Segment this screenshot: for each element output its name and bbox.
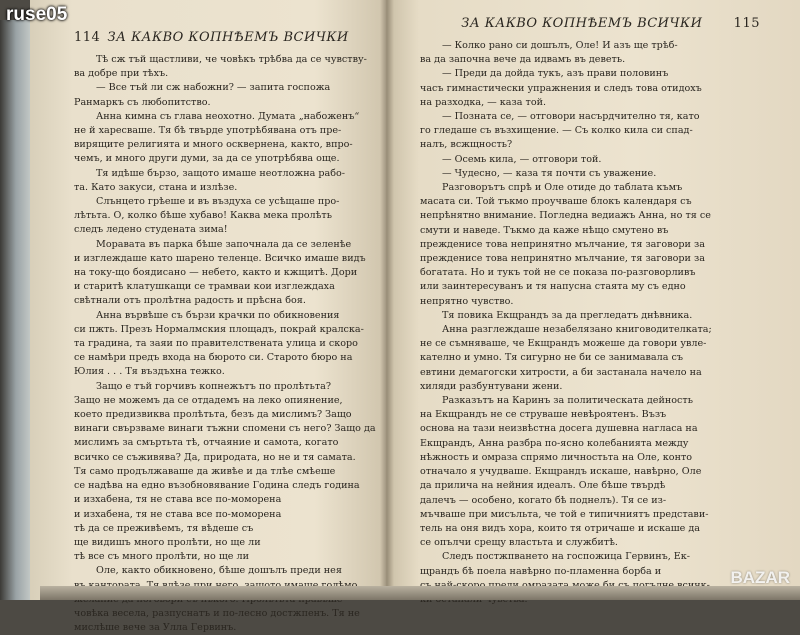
text-line: на разходка, — каза той. xyxy=(420,96,547,108)
text-line: Екщрандъ, Анна разбра по-ясно колебанията между xyxy=(420,437,689,449)
text-line: винаги свързваме винаги тъжни спомени съ него? Защо да xyxy=(74,423,376,435)
text-line: отначало я учудваше. Екщрандъ искаше, навѣрно, Оле xyxy=(420,466,702,478)
text-line: нѣжность и омраза спрямо личностьта на Оле, конто xyxy=(420,451,693,463)
text-line: и изхабена, тя не става все по-моморена xyxy=(74,494,282,506)
left-running-title: ЗА КАКВО КОПНѢЕМЪ ВСИЧКИ xyxy=(107,30,349,45)
text-line: далечъ — особено, когато бѣ поднелъ). Тя се из- xyxy=(420,494,667,506)
text-line: — Преди да дойда тукъ, азъ прави половинъ xyxy=(442,68,669,80)
text-line: лѣтьта. О, колко бѣше хубаво! Каква мека пролѣть xyxy=(74,210,332,222)
text-line: човѣка весела, разпуснатъ и по-лесно достжпенъ. Тя не xyxy=(74,607,360,619)
text-line: прежденисе това непринятно мълчание, тя заговори за xyxy=(420,253,705,265)
text-line: Ранмаркъ съ любопитство. xyxy=(74,96,211,108)
text-line: тель на оня видъ хора, които тя отричаше и искаше да xyxy=(420,522,701,534)
text-line: Анна кимна съ глава неохотно. Думата „набоженъ“ xyxy=(96,110,360,122)
text-line: основа на тази неизвѣстна досега душевна нагласа на xyxy=(420,423,698,435)
text-line: да прилича на нейния идеалъ. Оле бѣше твърдѣ xyxy=(420,480,666,492)
text-line: не й харесваше. Тя бѣ твърде употрѣбявана отъ пре- xyxy=(74,125,342,137)
text-line: Тя само продължаваше да живѣе и да тлѣе смѣеше xyxy=(74,465,336,477)
text-line: се надѣва на едно възобновявание Година следъ година xyxy=(74,480,360,492)
text-line: налъ, всжщность? xyxy=(420,139,513,151)
text-line: та градина, та заяи по правителствената улица и скоро xyxy=(74,338,358,350)
text-line: Следъ постжпването на госпожица Гервинъ, Ек- xyxy=(442,551,691,563)
text-line: Разговорътъ спрѣ и Оле отиде до таблата къмъ xyxy=(442,182,683,194)
right-page-number: 115 xyxy=(733,16,760,31)
right-running-title: ЗА КАКВО КОПНѢЕМЪ ВСИЧКИ xyxy=(461,16,703,31)
text-line: Защо е тъй горчивъ копнежътъ по пролѣтьта? xyxy=(96,380,332,392)
text-line: Анна вървѣше съ бързи крачки по обикновения xyxy=(96,309,340,321)
text-line: часъ гимнастически упражнения и следъ това отидохъ xyxy=(420,82,702,94)
text-line: — Колко рано си дошълъ, Оле! И азъ ще трѣб- xyxy=(442,40,678,51)
text-line: Тѣ сж тъй щастливи, че човѣкъ трѣбва да се чувству- xyxy=(96,54,367,65)
right-page xyxy=(386,0,800,600)
text-line: свѣтнали отъ пролѣтна радость и прѣсна боя. xyxy=(74,295,306,307)
text-line: прежденисе това непринятно мълчание, тя заговори за xyxy=(420,238,705,250)
text-line: си пжть. Презъ Нормалмския площадъ, покрай кралска- xyxy=(74,323,364,335)
text-line: та. Като закуси, стана и излѣзе. xyxy=(74,181,238,193)
text-line: тѣ да се преживѣемъ, тя вѣдеше съ xyxy=(74,522,254,534)
text-line: и изхабена, тя не става все по-моморена xyxy=(74,508,282,520)
text-line: евтини демагогски хитрости, а би застанала начело на xyxy=(420,366,702,378)
text-line: масата си. Той тъкмо проучваше блокъ календаря съ xyxy=(420,196,692,208)
right-page-text xyxy=(420,39,760,607)
text-line: — Все тъй ли сж набожни? — запита госпожа xyxy=(96,82,331,94)
text-line: Тя идѣше бързо, защото имаше неотложна рабо- xyxy=(96,167,346,179)
text-line: на Екщрандъ не се струваше невѣроятенъ. Възъ xyxy=(420,409,667,421)
text-line: Юлия . . . Тя въздъхна тежко. xyxy=(74,366,225,378)
text-line: смути и наведе. Тъкмо да каже нѣщо смутено въ xyxy=(420,224,669,236)
left-page-text xyxy=(74,53,376,635)
page-block-edge xyxy=(40,586,800,600)
watermark-text: ruse05 xyxy=(6,4,68,25)
text-line: Моравата въ парка бѣше започнала да се зеленѣе xyxy=(96,238,352,250)
text-line: мъчваше при мисъльта, че той е типичниятъ представи- xyxy=(420,508,709,520)
text-line: ще видишъ много пролѣти, но ще ли xyxy=(74,536,261,548)
book-gutter xyxy=(380,0,394,600)
text-line: чемъ, и много други думи, за да се употрѣбява още. xyxy=(74,153,340,165)
text-line: се опълчи срещу властьта и службитѣ. xyxy=(420,537,618,549)
text-line: вирящите религията и много осквернена, както, впро- xyxy=(74,139,353,151)
text-line: и старитѣ клатушкащи се трамваи кои изглеждаха xyxy=(74,281,335,293)
text-line: — Чудесно, — каза тя почти съ уважение. xyxy=(442,167,657,179)
left-page-header xyxy=(74,30,376,45)
text-line: тѣ все съ много пролѣти, но ще ли xyxy=(74,551,250,563)
text-line: кателно и умно. Тя сигурно не би се занимавала съ xyxy=(420,352,683,364)
left-page xyxy=(30,0,386,634)
text-line: всичко се съживява? Да, природата, но не и тя самата. xyxy=(74,451,356,463)
text-line: непрѣнятно внимание. Погледна ведиажъ Анна, но тя се xyxy=(420,210,711,222)
text-line: Тя повика Екщрандъ за да прегледатъ днѣвника. xyxy=(442,309,693,321)
text-line: Защо не можемъ да се отдадемъ на леко опиянение, xyxy=(74,394,343,406)
bazar-logo: BAZAR xyxy=(730,568,790,587)
right-page-header xyxy=(420,16,760,31)
text-line: което предизвиква пролѣтьта, безъ да мислимъ? Защо xyxy=(74,409,352,421)
text-line: Оле, както обикновено, бѣше дошълъ преди нея xyxy=(96,565,342,577)
text-line: — Осемь кила, — отговори той. xyxy=(442,153,602,165)
text-line: следъ ледено студената зима! xyxy=(74,224,228,236)
text-line: непрятно чувство. xyxy=(420,295,514,307)
text-line: се намѣри предъ входа на бюрото си. Старото бюро на xyxy=(74,352,353,364)
text-line: го гледаше съ възхищение. — Съ колко кила си спад- xyxy=(420,125,693,137)
text-line: Разказътъ на Каринъ за политическата дейность xyxy=(442,395,693,407)
text-line: мислимъ за смъртьта тѣ, отчаяние и самота, когато xyxy=(74,437,339,449)
text-line: ва да започна вече да идвамъ въ деветь. xyxy=(420,54,626,66)
text-line: Анна разглеждаше незабелязано книговодителката; xyxy=(442,324,712,336)
text-line: ва добре при тѣхъ. xyxy=(74,68,169,80)
text-line: щрандъ бѣ поела навѣрно по-пламенна борба и xyxy=(420,565,662,577)
text-line: не се съмняваше, че Екщрандъ можеше да говори увле- xyxy=(420,338,707,350)
text-line: или заинтересуванъ и тя напусна стаята му съ едно xyxy=(420,281,686,293)
text-line: Слънцето грѣеше и въ въздуха се усѣщаше про- xyxy=(96,196,340,208)
text-line: хиляди разбунтувани жени. xyxy=(420,380,563,392)
left-page-number: 114 xyxy=(74,30,101,45)
text-line: мислѣше вече за Улла Гервинъ. xyxy=(74,622,237,634)
text-line: на току-що боядисано — небето, както и кжщитѣ. Дори xyxy=(74,267,358,279)
text-line: богатата. Но и тукъ той не се показа по-разговорливъ xyxy=(420,267,696,279)
text-line: и изглеждаше като шарено теленце. Всичко имаше видъ xyxy=(74,252,366,264)
text-line: — Позната се, — отговори насърдчително тя, като xyxy=(442,111,700,123)
